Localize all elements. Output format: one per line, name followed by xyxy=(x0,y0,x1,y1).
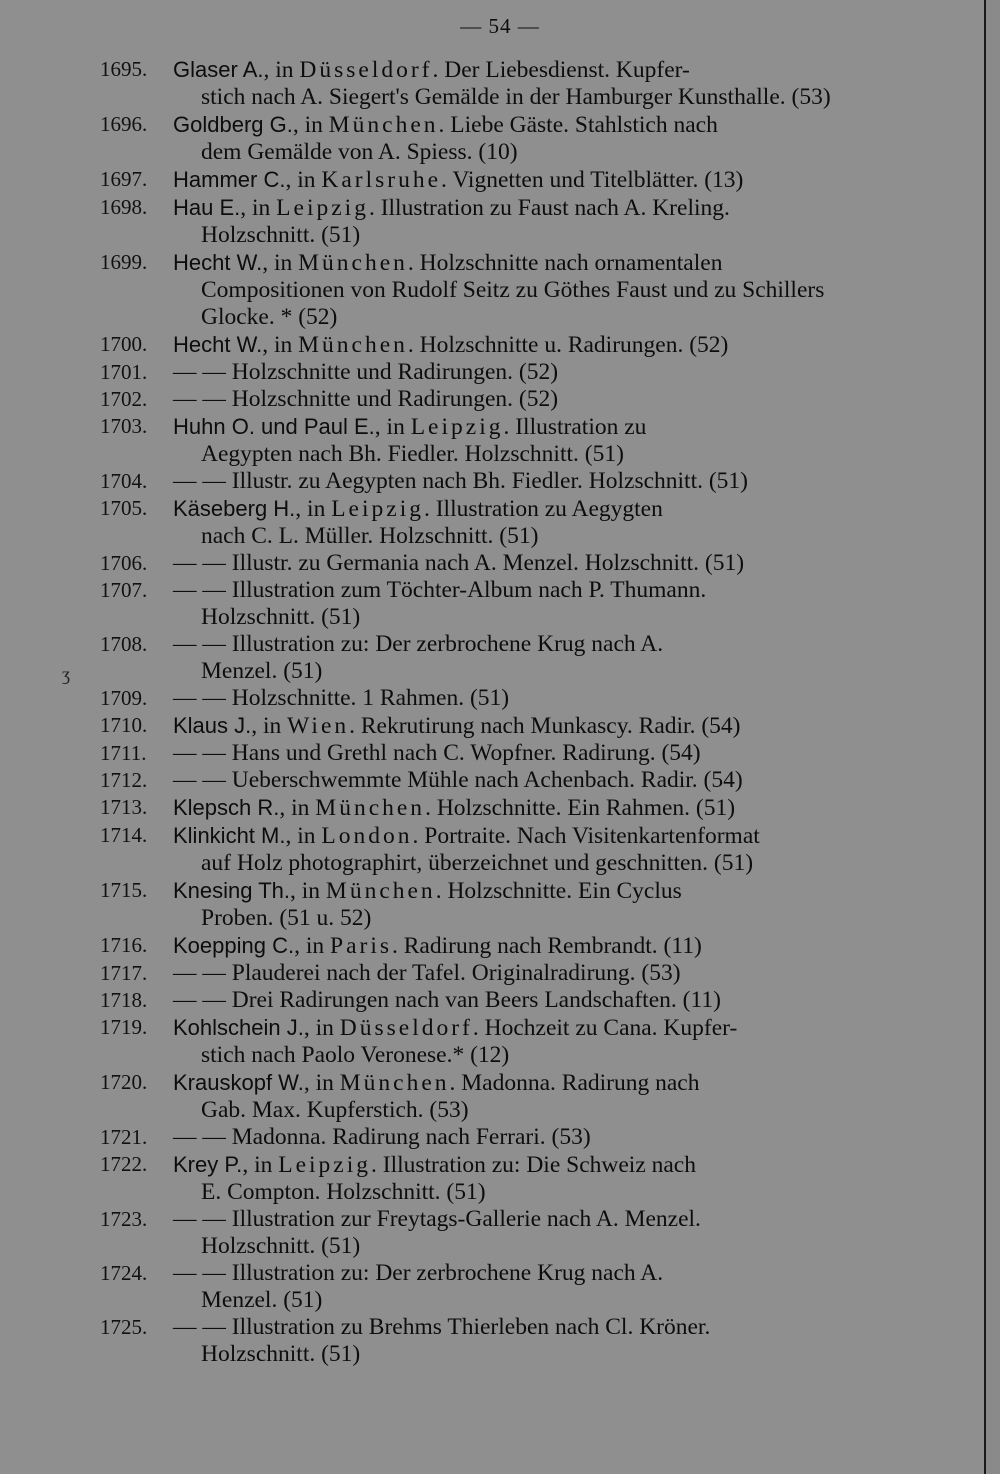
entry-continuation: auf Holz photographirt, überzeichnet und geschnitten. (51) xyxy=(201,850,754,876)
catalog-entry xyxy=(100,550,900,577)
entry-number: 1695. xyxy=(100,57,148,81)
entry-body xyxy=(173,1314,900,1368)
entry-body: Kohlschein J., in Düsseldorf. Hochzeit zu Cana. Kupfer- stich nach Paolo Veronese.* (12) xyxy=(173,1014,900,1069)
entry-continuation: Holzschnitt. (51) xyxy=(201,1341,361,1367)
catalog-entry xyxy=(100,1014,900,1069)
entry-body: Hammer C., in Karlsruhe. Vignetten und Titelblätter. (13) xyxy=(173,167,744,193)
entry-body: Hecht W., in München. Holzschnitte u. Radirungen. (52) xyxy=(173,332,729,358)
artist-name: Hau E. xyxy=(173,195,241,220)
entry-text: . Holzschnitte. Ein Rahmen. (51) xyxy=(425,795,736,821)
entry-number: 1720. xyxy=(100,1070,148,1094)
catalog-entry xyxy=(100,495,900,550)
entry-number: 1717. xyxy=(100,961,148,985)
entry-continuation: E. Compton. Holzschnitt. (51) xyxy=(201,1179,486,1205)
entry-body: Klinkicht M., in London. Portraite. Nach Visitenkartenformat auf Holz photographirt, überzeichnet und geschnitten. (51) xyxy=(173,822,900,877)
entry-body: Krauskopf W., in München. Madonna. Radirung nach Gab. Max. Kupferstich. (53) xyxy=(173,1069,900,1124)
entry-number: 1722. xyxy=(100,1152,148,1176)
entry-text: — — Illustr. zu Germania nach A. Menzel. Holzschnitt. (51) xyxy=(173,550,745,576)
artist-name: Klaus J. xyxy=(173,713,252,738)
entry-number: 1712. xyxy=(100,768,148,792)
entry-text: . Holzschnitte. Ein Cyclus xyxy=(435,878,682,904)
city: Düsseldorf xyxy=(339,1015,473,1041)
entry-number: 1697. xyxy=(100,167,148,191)
entry-continuation: Holzschnitt. (51) xyxy=(201,222,361,248)
entry-number: 1706. xyxy=(100,551,148,575)
entry-text: — — Ueberschwemmte Mühle nach Achenbach. Radir. (54) xyxy=(173,767,743,793)
entry-body xyxy=(173,1124,900,1151)
city: München xyxy=(325,878,436,904)
catalog-entry xyxy=(100,1151,900,1206)
entry-number: 1696. xyxy=(100,112,148,136)
entry-text: — — Hans und Grethl nach C. Wopfner. Radirung. (54) xyxy=(173,740,701,766)
entry-continuation: Menzel. (51) xyxy=(201,1287,323,1313)
catalog-entry xyxy=(100,712,900,740)
entry-text: — — Holzschnitte und Radirungen. (52) xyxy=(173,359,559,385)
catalog-entry xyxy=(100,111,900,166)
artist-name: Klepsch R. xyxy=(173,795,280,820)
catalog-entry xyxy=(100,1124,900,1151)
entry-text: . Illustration zu xyxy=(503,414,647,440)
city: München xyxy=(298,332,408,358)
artist-name: Hecht W. xyxy=(173,332,263,357)
entry-text: — — Illustration zu: Der zerbrochene Krug nach A. xyxy=(173,631,664,657)
entry-continuation: Holzschnitt. (51) xyxy=(201,1233,361,1259)
catalog-entry xyxy=(100,386,900,413)
entry-number: 1705. xyxy=(100,496,148,520)
entry-continuation: stich nach A. Siegert's Gemälde in der Hamburger Kunsthalle. (53) xyxy=(201,84,831,110)
entry-text: — — Plauderei nach der Tafel. Originalradirung. (53) xyxy=(173,960,681,986)
entry-body xyxy=(173,550,900,577)
entry-text: . Holzschnitte u. Radirungen. (52) xyxy=(407,332,729,358)
catalog-entry xyxy=(100,932,900,960)
entry-number: 1719. xyxy=(100,1015,148,1039)
entry-body: Glaser A., in Düsseldorf. Der Liebesdienst. Kupfer- stich nach A. Siegert's Gemälde in der Hamburger Kunsthalle. (53) xyxy=(173,56,900,111)
entry-number: 1716. xyxy=(100,933,148,957)
catalog-entry xyxy=(100,794,900,822)
catalog-entry xyxy=(100,1069,900,1124)
entry-text: — — Illustration zu: Der zerbrochene Krug nach A. xyxy=(173,1260,664,1286)
entry-body: Käseberg H., in Leipzig. Illustration zu Aegygten nach C. L. Müller. Holzschnitt. (51) xyxy=(173,495,900,550)
margin-mark: ʒ xyxy=(62,664,70,684)
catalog-entry xyxy=(100,468,900,495)
artist-name: Krauskopf W. xyxy=(173,1070,304,1095)
entry-number: 1704. xyxy=(100,469,148,493)
entry-continuation: Holzschnitt. (51) xyxy=(201,604,361,630)
catalog-entry xyxy=(100,767,900,794)
entry-text: . Der Liebesdienst. Kupfer- xyxy=(432,57,690,83)
entry-body xyxy=(173,685,900,712)
entry-body: Knesing Th., in München. Holzschnitte. Ein Cyclus Proben. (51 u. 52) xyxy=(173,877,900,932)
entry-body xyxy=(173,987,900,1014)
city: Karlsruhe xyxy=(321,167,442,193)
entry-body xyxy=(173,468,900,495)
entry-number: 1711. xyxy=(100,741,147,765)
entry-text: — — Illustration zu Brehms Thierleben nach Cl. Kröner. xyxy=(173,1314,711,1340)
city: Leipzig xyxy=(278,1152,371,1178)
entry-text: — — Illustration zur Freytags-Gallerie nach A. Menzel. xyxy=(173,1206,701,1232)
entry-body xyxy=(173,960,900,987)
page-edge xyxy=(984,0,1000,1474)
entry-text: — — Drei Radirungen nach van Beers Landschaften. (11) xyxy=(173,987,721,1013)
entry-list xyxy=(100,56,900,1368)
entry-continuation: Menzel. (51) xyxy=(201,658,323,684)
city: Düsseldorf xyxy=(299,57,433,83)
artist-name: Kohlschein J. xyxy=(173,1015,304,1040)
city: Wien xyxy=(287,713,350,739)
city: Paris xyxy=(330,933,392,959)
entry-text: . Radirung nach Rembrandt. (11) xyxy=(392,933,702,959)
entry-continuation: stich nach Paolo Veronese.* (12) xyxy=(201,1042,510,1068)
entry-body: Huhn O. und Paul E., in Leipzig. Illustration zu Aegypten nach Bh. Fiedler. Holzschnitt. (51) xyxy=(173,413,900,468)
entry-text: — — Holzschnitte. 1 Rahmen. (51) xyxy=(173,685,510,711)
artist-name: Koepping C. xyxy=(173,933,295,958)
entry-text: . Portraite. Nach Visitenkartenformat xyxy=(412,823,760,849)
entry-continuation: nach C. L. Müller. Holzschnitt. (51) xyxy=(201,523,539,549)
entry-number: 1701. xyxy=(100,360,148,384)
entry-number: 1710. xyxy=(100,713,148,737)
entry-number: 1703. xyxy=(100,414,148,438)
artist-name: Glaser A. xyxy=(173,57,264,82)
catalog-entry xyxy=(100,413,900,468)
catalog-entry xyxy=(100,331,900,359)
catalog-entry xyxy=(100,359,900,386)
entry-body: Klaus J., in Wien. Rekrutirung nach Munkascy. Radir. (54) xyxy=(173,713,741,739)
catalog-entry xyxy=(100,249,900,331)
catalog-entry xyxy=(100,822,900,877)
entry-body xyxy=(173,767,900,794)
city: London xyxy=(321,823,413,849)
artist-name: Hecht W. xyxy=(173,250,263,275)
entry-continuation: Compositionen von Rudolf Seitz zu Göthes Faust und zu Schillers Glocke. * (52) xyxy=(201,277,825,330)
catalog-entry xyxy=(100,166,900,194)
entry-number: 1713. xyxy=(100,795,148,819)
city: Leipzig xyxy=(331,496,424,522)
city: München xyxy=(328,112,439,138)
entry-number: 1714. xyxy=(100,823,148,847)
entry-text: — — Holzschnitte und Radirungen. (52) xyxy=(173,386,559,412)
entry-body: Koepping C., in Paris. Radirung nach Rembrandt. (11) xyxy=(173,933,702,959)
entry-body xyxy=(173,359,900,386)
artist-name: Hammer C. xyxy=(173,167,286,192)
catalog-entry xyxy=(100,685,900,712)
artist-name: Krey P. xyxy=(173,1152,243,1177)
artist-name: Klinkicht M. xyxy=(173,823,286,848)
catalog-entry xyxy=(100,631,900,685)
artist-name: Goldberg G. xyxy=(173,112,293,137)
entry-continuation: Gab. Max. Kupferstich. (53) xyxy=(201,1097,469,1123)
city: Leipzig xyxy=(410,414,504,440)
catalog-entry xyxy=(100,56,900,111)
city: München xyxy=(339,1070,450,1096)
entry-text: — — Illustr. zu Aegypten nach Bh. Fiedler. Holzschnitt. (51) xyxy=(173,468,749,494)
entry-number: 1709. xyxy=(100,686,148,710)
catalog-entry xyxy=(100,987,900,1014)
entry-body: Hecht W., in München. Holzschnitte nach ornamentalen Compositionen von Rudolf Seitz zu Göthes Faust und zu Schillers Glocke. * (52) xyxy=(173,249,900,331)
entry-text: . Holzschnitte nach ornamentalen xyxy=(407,250,723,276)
entry-body xyxy=(173,386,900,413)
entry-text: . Hochzeit zu Cana. Kupfer- xyxy=(472,1015,738,1041)
entry-number: 1700. xyxy=(100,332,148,356)
entry-text: — — Illustration zum Töchter-Album nach P. Thumann. xyxy=(173,577,707,603)
entry-body xyxy=(173,1206,900,1260)
entry-body xyxy=(173,740,900,767)
catalog-entry xyxy=(100,1206,900,1260)
entry-number: 1721. xyxy=(100,1125,148,1149)
catalog-entry xyxy=(100,194,900,249)
entry-number: 1698. xyxy=(100,195,148,219)
entry-text: . Illustration zu Faust nach A. Kreling. xyxy=(368,195,730,221)
entry-number: 1723. xyxy=(100,1207,148,1231)
entry-body: Hau E., in Leipzig. Illustration zu Faust nach A. Kreling. Holzschnitt. (51) xyxy=(173,194,900,249)
entry-text: . Rekrutirung nach Munkascy. Radir. (54) xyxy=(349,713,741,739)
artist-name: Knesing Th. xyxy=(173,878,291,903)
city: München xyxy=(298,250,408,276)
entry-number: 1724. xyxy=(100,1261,148,1285)
catalog-entry xyxy=(100,960,900,987)
artist-name: Huhn O. und Paul E. xyxy=(173,414,375,439)
entry-number: 1708. xyxy=(100,632,148,656)
city: München xyxy=(315,795,426,821)
entry-continuation: Proben. (51 u. 52) xyxy=(201,905,372,931)
entry-number: 1718. xyxy=(100,988,148,1012)
entry-body: Goldberg G., in München. Liebe Gäste. Stahlstich nach dem Gemälde von A. Spiess. (10) xyxy=(173,111,900,166)
entry-body xyxy=(173,577,900,631)
catalog-entry xyxy=(100,1260,900,1314)
entry-text: . Liebe Gäste. Stahlstich nach xyxy=(438,112,718,138)
entry-body xyxy=(173,631,900,685)
entry-number: 1707. xyxy=(100,578,148,602)
entry-continuation: dem Gemälde von A. Spiess. (10) xyxy=(201,139,518,165)
entry-number: 1715. xyxy=(100,878,148,902)
entry-text: . Madonna. Radirung nach xyxy=(449,1070,700,1096)
entry-text: . Illustration zu Aegygten xyxy=(423,496,663,522)
catalog-entry xyxy=(100,740,900,767)
artist-name: Käseberg H. xyxy=(173,496,296,521)
entry-text: . Vignetten und Titelblätter. (13) xyxy=(441,167,744,193)
catalog-entry xyxy=(100,877,900,932)
entry-body: Klepsch R., in München. Holzschnitte. Ein Rahmen. (51) xyxy=(173,795,736,821)
catalog-entry xyxy=(100,577,900,631)
entry-body: Krey P., in Leipzig. Illustration zu: Die Schweiz nach E. Compton. Holzschnitt. (51) xyxy=(173,1151,900,1206)
page-number: — 54 — xyxy=(460,14,540,38)
city: Leipzig xyxy=(276,195,369,221)
entry-number: 1702. xyxy=(100,387,148,411)
catalog-entry xyxy=(100,1314,900,1368)
entry-text: — — Madonna. Radirung nach Ferrari. (53) xyxy=(173,1124,591,1150)
entry-body xyxy=(173,1260,900,1314)
entry-text: . Illustration zu: Die Schweiz nach xyxy=(371,1152,696,1178)
entry-continuation: Aegypten nach Bh. Fiedler. Holzschnitt. (51) xyxy=(201,441,624,467)
entry-number: 1725. xyxy=(100,1315,148,1339)
entry-number: 1699. xyxy=(100,250,148,274)
